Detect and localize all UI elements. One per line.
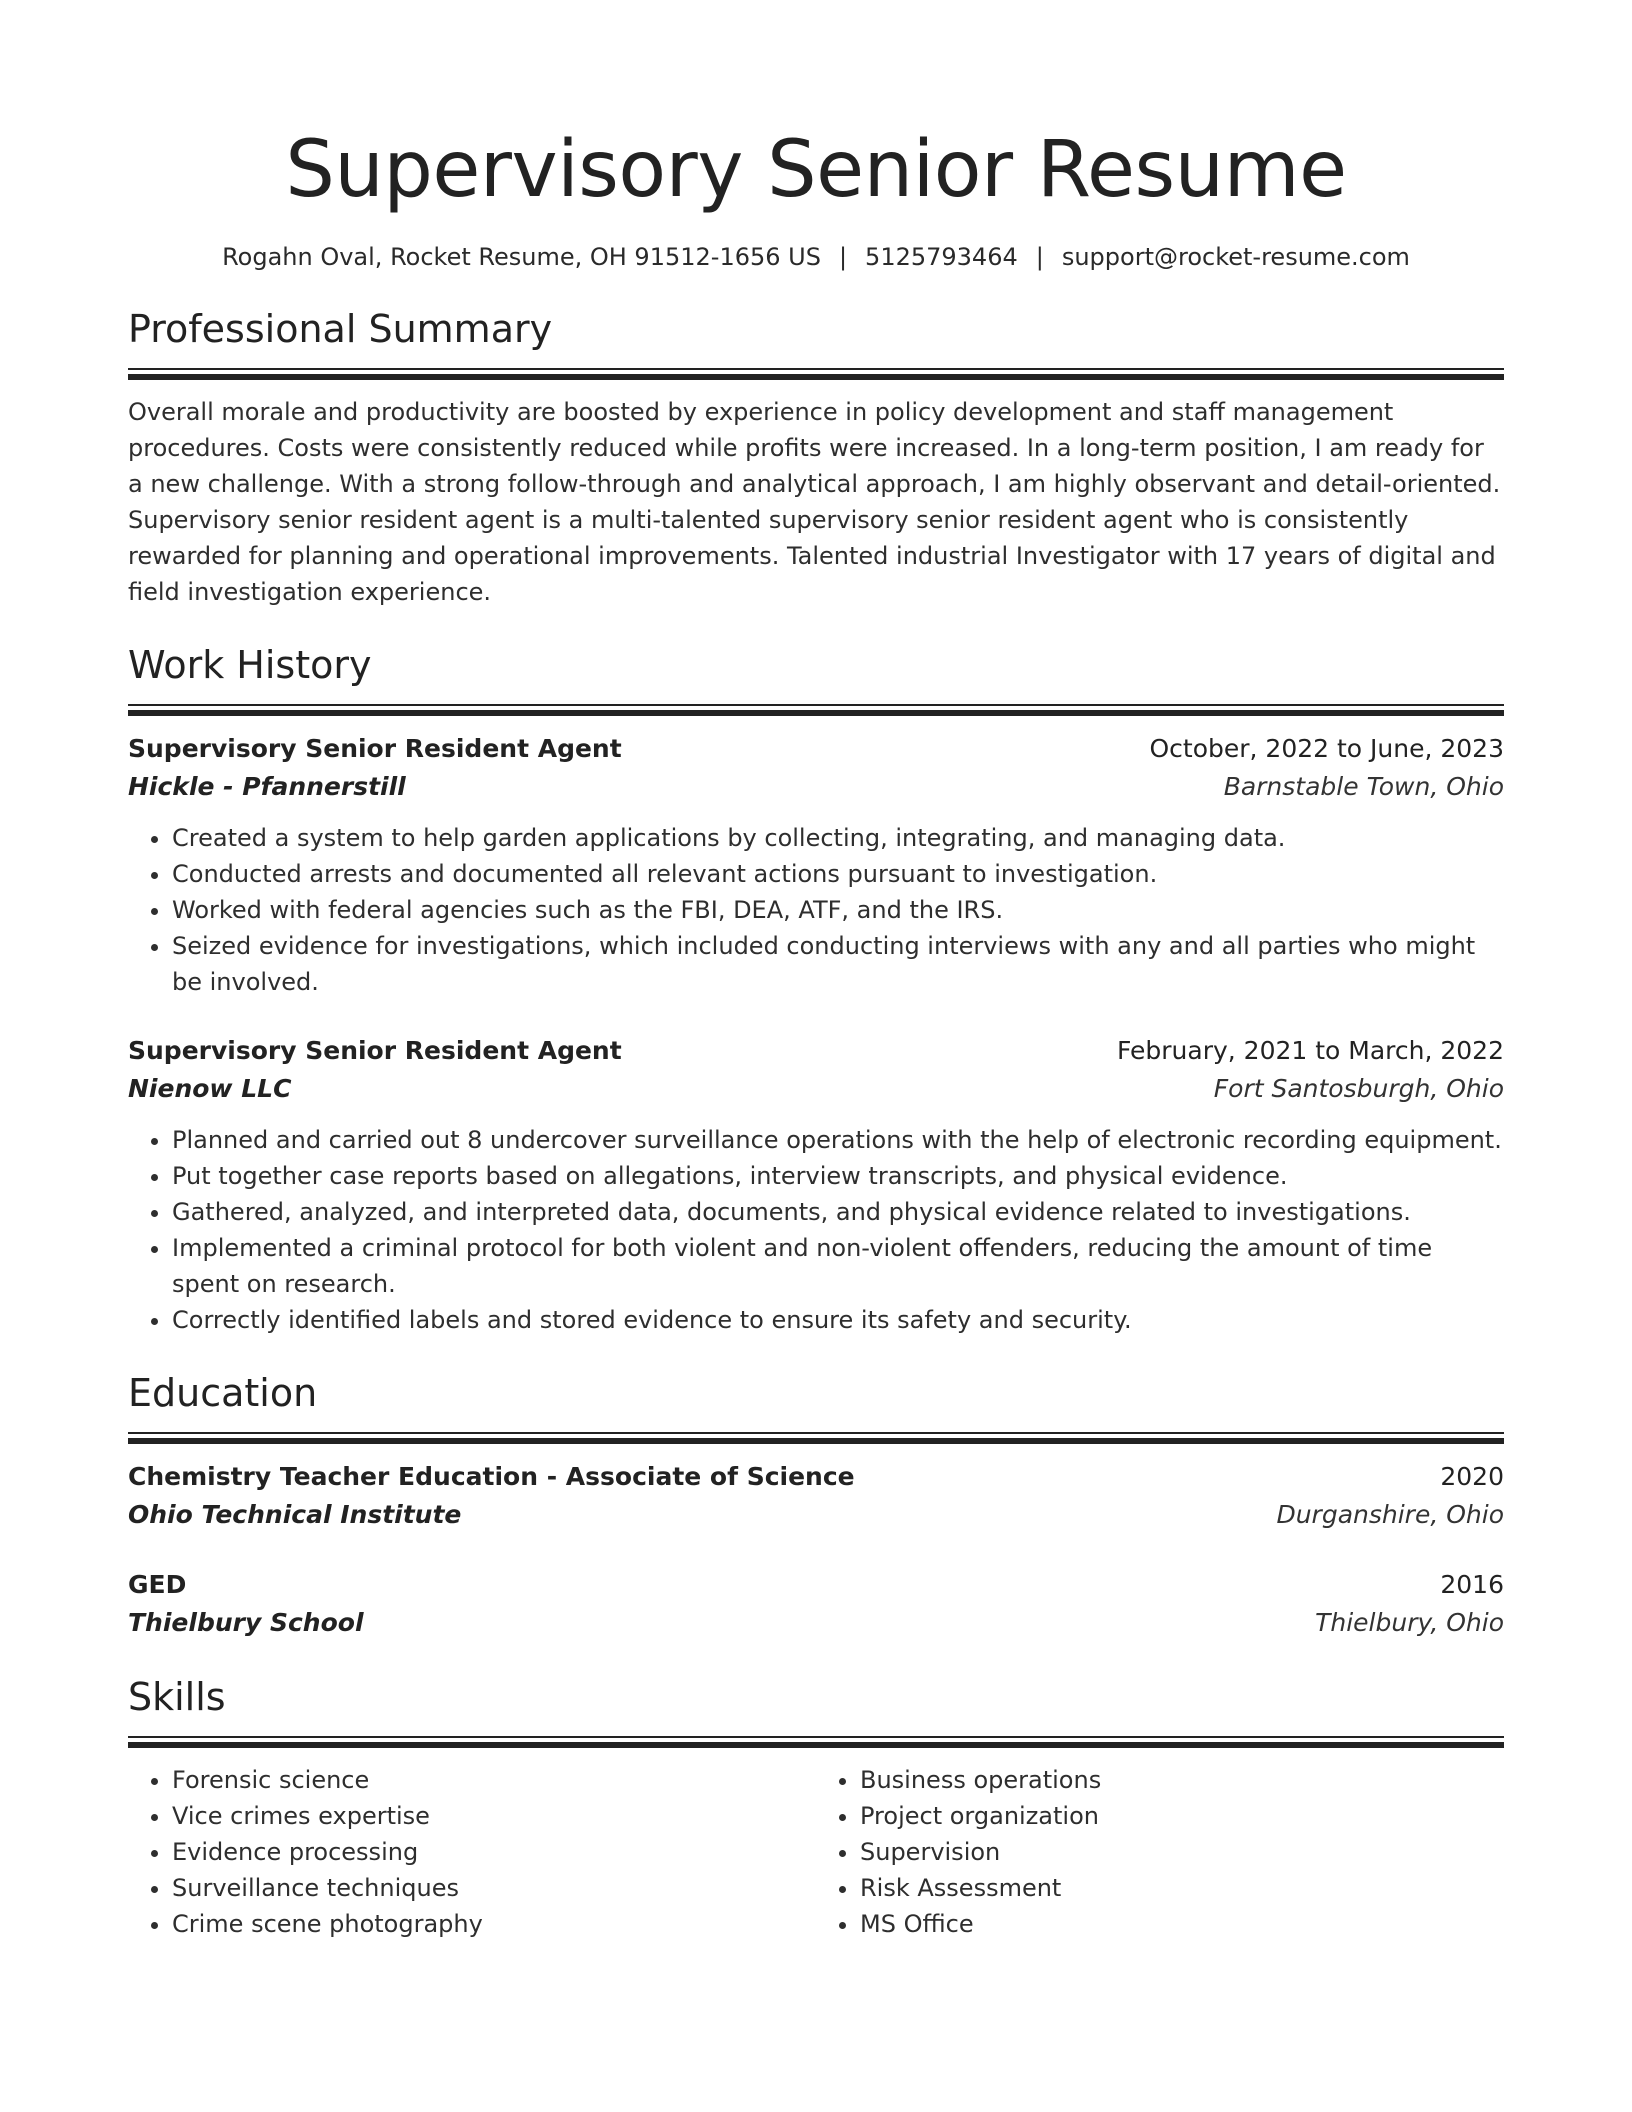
skill-item: • Business operations	[860, 1762, 1504, 1798]
job-location: Barnstable Town, Ohio	[1223, 772, 1504, 801]
section-title-work-history: Work History	[128, 643, 372, 687]
job-bullet: • Put together case reports based on allegations, interview transcripts, and physical evidence.	[172, 1158, 1504, 1194]
education-location: Durganshire, Ohio	[1276, 1500, 1504, 1529]
skill-item: • Vice crimes expertise	[172, 1798, 816, 1834]
education-school: Thielbury School	[128, 1608, 364, 1637]
job-header-row	[128, 1032, 1504, 1070]
job-entry	[128, 1032, 1504, 1338]
job-bullets	[128, 820, 1504, 1000]
section-divider	[128, 1736, 1504, 1748]
education-section	[128, 1368, 1504, 1642]
skill-item: • Crime scene photography	[172, 1906, 816, 1942]
skills-list-left	[128, 1762, 816, 1942]
education-header-row	[128, 1458, 1504, 1496]
education-entry	[128, 1458, 1504, 1534]
section-divider	[128, 704, 1504, 716]
job-entry	[128, 730, 1504, 1000]
job-bullet: • Worked with federal agencies such as the FBI, DEA, ATF, and the IRS.	[172, 892, 1504, 928]
job-bullets	[128, 1122, 1504, 1338]
job-company-row	[128, 768, 1504, 806]
skills-section	[128, 1672, 1504, 1942]
job-position: Supervisory Senior Resident Agent	[128, 1036, 622, 1065]
education-year: 2016	[1440, 1570, 1504, 1599]
job-position: Supervisory Senior Resident Agent	[128, 734, 622, 763]
skill-item: • MS Office	[860, 1906, 1504, 1942]
job-company: Hickle - Pfannerstill	[128, 772, 406, 801]
education-degree: Chemistry Teacher Education - Associate of Science	[128, 1462, 855, 1491]
skill-item: • Forensic science	[172, 1762, 816, 1798]
education-entry	[128, 1566, 1504, 1642]
summary-text: Overall morale and productivity are boosted by experience in policy development and staff management procedures. Costs were consistently reduced while profits were increased. In a long-term position, I am ready for a new challenge. With a strong follow-through and analytical approach, I am highly observant and detail-oriented. Supervisory senior resident agent is a multi-talented supervisory senior resident agent who is consistently rewarded for planning and operational improvements. Talented industrial Investigator with 17 years of digital and field investigation experience.	[128, 398, 1501, 606]
job-location: Fort Santosburgh, Ohio	[1213, 1074, 1504, 1103]
contact-phone: 5125793464	[865, 243, 1018, 271]
section-title-skills: Skills	[128, 1675, 226, 1719]
job-bullet: • Implemented a criminal protocol for both violent and non-violent offenders, reducing the amount of time spent on research.	[172, 1230, 1504, 1302]
job-dates: October, 2022 to June, 2023	[1149, 734, 1504, 763]
contact-separator: |	[1035, 243, 1044, 271]
education-school-row	[128, 1496, 1504, 1534]
job-bullet: • Conducted arrests and documented all relevant actions pursuant to investigation.	[172, 856, 1504, 892]
skill-item: • Risk Assessment	[860, 1870, 1504, 1906]
contact-separator: |	[838, 243, 848, 271]
work-history-section	[128, 640, 1504, 1338]
skill-item: • Evidence processing	[172, 1834, 816, 1870]
education-school: Ohio Technical Institute	[128, 1500, 462, 1529]
job-bullet: • Planned and carried out 8 undercover surveillance operations with the help of electronic recording equipment.	[172, 1122, 1504, 1158]
section-divider	[128, 368, 1504, 380]
education-degree: GED	[128, 1570, 187, 1599]
section-divider	[128, 1432, 1504, 1444]
contact-address: Rogahn Oval, Rocket Resume, OH 91512-1656 US	[222, 243, 821, 271]
job-company-row	[128, 1070, 1504, 1108]
education-year: 2020	[1440, 1462, 1504, 1491]
job-dates: February, 2021 to March, 2022	[1116, 1036, 1504, 1065]
education-location: Thielbury, Ohio	[1315, 1608, 1504, 1637]
resume-title: Supervisory Senior Resume	[285, 125, 1347, 215]
section-title-summary: Professional Summary	[128, 307, 553, 351]
skills-columns	[128, 1762, 1504, 1942]
job-bullet: • Correctly identified labels and stored evidence to ensure its safety and security.	[172, 1302, 1504, 1338]
education-header-row	[128, 1566, 1504, 1604]
skill-item: • Project organization	[860, 1798, 1504, 1834]
section-title-education: Education	[128, 1371, 318, 1415]
summary-section	[128, 304, 1504, 610]
job-bullet: • Created a system to help garden applications by collecting, integrating, and managing data.	[172, 820, 1504, 856]
skills-list-right	[816, 1762, 1504, 1942]
education-school-row	[128, 1604, 1504, 1642]
contact-line	[128, 240, 1504, 274]
skill-item: • Surveillance techniques	[172, 1870, 816, 1906]
job-bullet: • Gathered, analyzed, and interpreted data, documents, and physical evidence related to investigations.	[172, 1194, 1504, 1230]
contact-email: support@rocket-resume.com	[1061, 243, 1410, 271]
job-bullet: • Seized evidence for investigations, which included conducting interviews with any and all parties who might be involved.	[172, 928, 1504, 1000]
skill-item: • Supervision	[860, 1834, 1504, 1870]
job-company: Nienow LLC	[128, 1074, 292, 1103]
job-header-row	[128, 730, 1504, 768]
